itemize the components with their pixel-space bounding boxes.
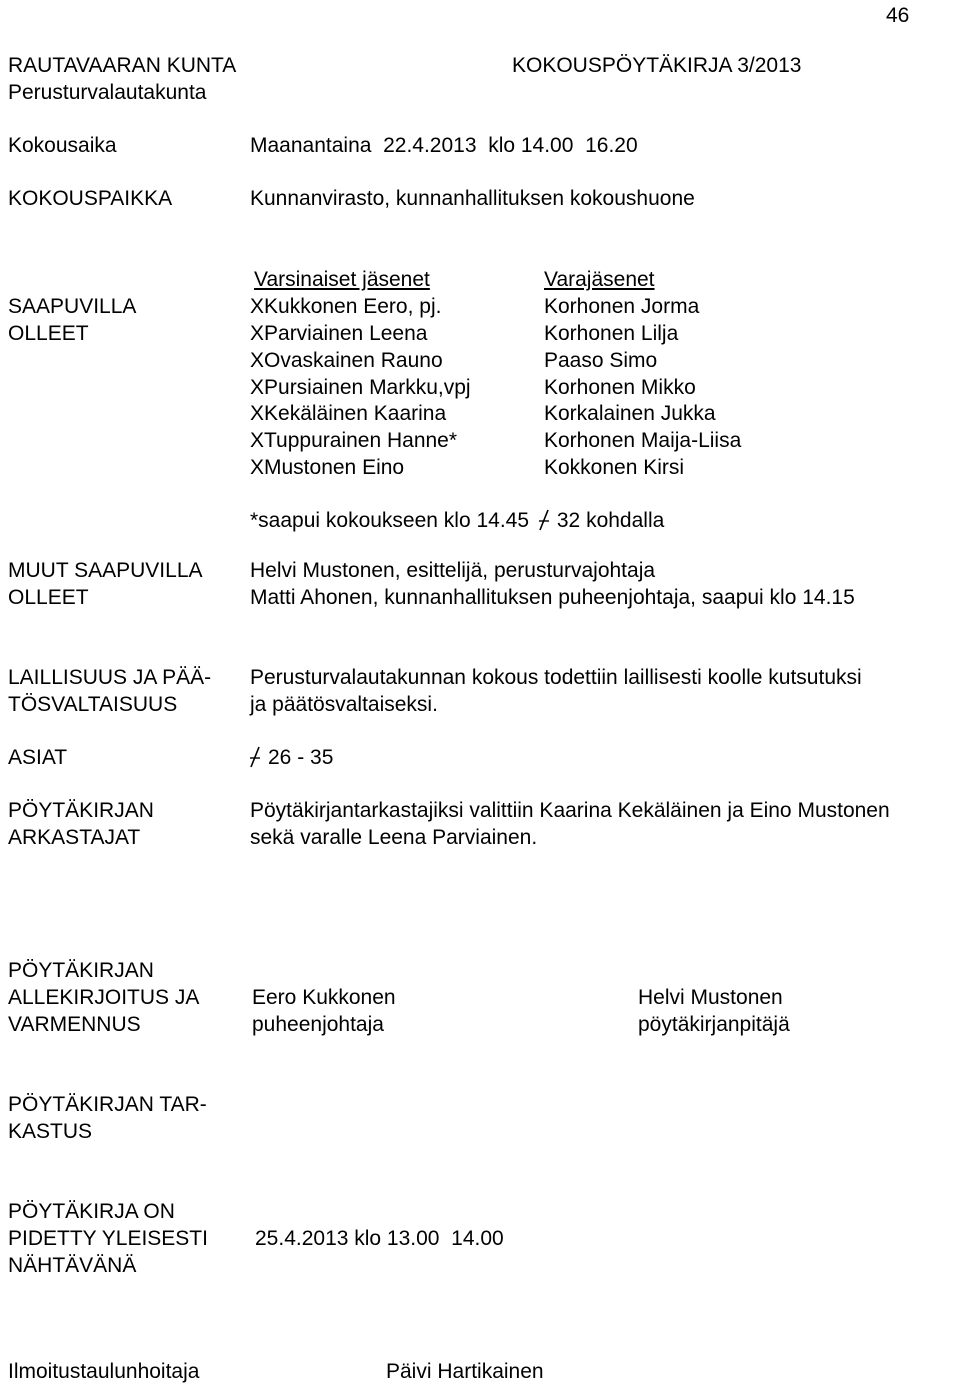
chair-name: Eero Kukkonen [252,986,396,1009]
member-item: XMustonen Eino [250,456,405,479]
footer-role: Ilmoitustaulunhoitaja [8,1360,200,1383]
member-item: XPursiainen Markku,vpj [250,376,471,399]
review-label-line2: KASTUS [8,1120,93,1143]
others-label-line1: MUUT SAAPUVILLA [8,559,203,582]
deputy-item: Kokkonen Kirsi [544,456,685,479]
deputy-item: Korkalainen Jukka [544,402,716,425]
members-header: Varsinaiset jäsenet [254,268,430,291]
matters-value: 26 - 35 [268,746,334,769]
deputies-header: Varajäsenet [544,268,655,291]
legality-label-line1: LAILLISUUS JA PÄÄ- [8,666,212,689]
meeting-place-label: KOKOUSPAIKKA [8,187,173,210]
footer-name: Päivi Hartikainen [386,1360,544,1383]
attendees-label-line2: OLLEET [8,322,89,345]
section-mark-icon [250,746,260,768]
member-item: XKekäläinen Kaarina [250,402,447,425]
member-item: XParviainen Leena [250,322,428,345]
others-line: Matti Ahonen, kunnanhallituksen puheenjohtaja, saapui klo 14.15 [250,586,855,609]
display-label-line2: PIDETTY YLEISESTI [8,1227,208,1250]
matters-range [250,744,333,771]
checkers-text-line1: Pöytäkirjantarkastajiksi valittiin Kaarina Kekäläinen ja Eino Mustonen [250,799,890,822]
legality-text-line2: ja päätösvaltaiseksi. [250,693,438,716]
member-item: XTuppurainen Hanne* [250,429,458,452]
others-label-line2: OLLEET [8,586,89,609]
meeting-place-value: Kunnanvirasto, kunnanhallituksen kokoushuone [250,187,695,210]
late-arrival-note [250,507,664,534]
display-label-line1: PÖYTÄKIRJA ON [8,1200,175,1223]
others-line: Helvi Mustonen, esittelijä, perusturvajohtaja [250,559,656,582]
late-arrival-section: 32 kohdalla [556,509,665,532]
display-label-line3: NÄHTÄVÄNÄ [8,1254,137,1277]
member-item: XKukkonen Eero, pj. [250,295,442,318]
deputy-item: Korhonen Jorma [544,295,700,318]
secretary-title: pöytäkirjanpitäjä [638,1013,790,1036]
checkers-label-line2: ARKASTAJAT [8,826,141,849]
deputy-item: Korhonen Maija-Liisa [544,429,742,452]
review-label-line1: PÖYTÄKIRJAN TAR- [8,1093,207,1116]
document-title: KOKOUSPÖYTÄKIRJA 3/2013 [512,54,802,77]
checkers-label-line1: PÖYTÄKIRJAN [8,799,154,822]
legality-text-line1: Perusturvalautakunnan kokous todettiin laillisesti koolle kutsutuksi [250,666,862,689]
deputy-item: Korhonen Mikko [544,376,696,399]
organization-name: RAUTAVAARAN KUNTA [8,54,237,77]
meeting-time-label: Kokousaika [8,134,117,157]
checkers-text-line2: sekä varalle Leena Parviainen. [250,826,538,849]
deputy-item: Korhonen Lilja [544,322,679,345]
matters-label: ASIAT [8,746,68,769]
section-mark-icon [539,509,549,531]
deputy-item: Paaso Simo [544,349,658,372]
attendees-label-line1: SAAPUVILLA [8,295,137,318]
late-arrival-time: *saapui kokoukseen klo 14.45 [250,509,530,532]
committee-name: Perusturvalautakunta [8,81,207,104]
chair-title: puheenjohtaja [252,1013,384,1036]
secretary-name: Helvi Mustonen [638,986,783,1009]
member-item: XOvaskainen Rauno [250,349,443,372]
display-value: 25.4.2013 klo 13.00 14.00 [255,1227,504,1250]
signatures-label-line2: ALLEKIRJOITUS JA [8,986,200,1009]
signatures-label-line3: VARMENNUS [8,1013,141,1036]
page-number: 46 [886,4,910,27]
signatures-label-line1: PÖYTÄKIRJAN [8,959,154,982]
legality-label-line2: TÖSVALTAISUUS [8,693,178,716]
meeting-time-value: Maanantaina 22.4.2013 klo 14.00 16.20 [250,134,638,157]
